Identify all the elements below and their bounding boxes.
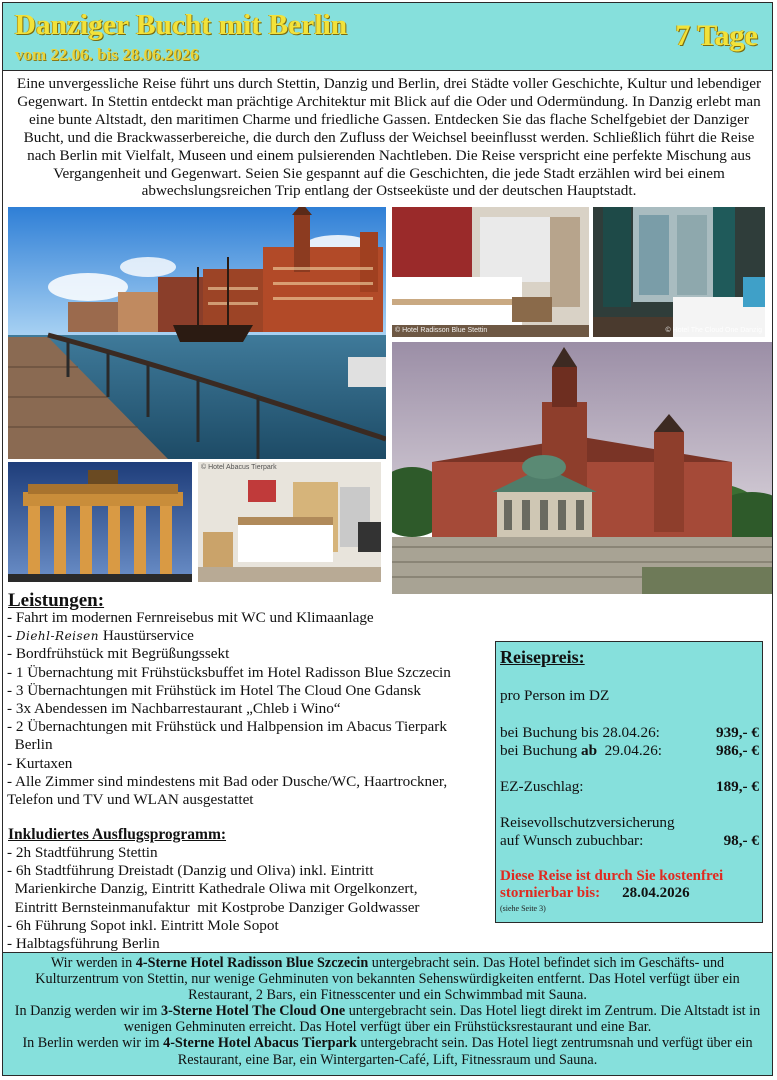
- photo-gdansk-harbour: [8, 207, 386, 459]
- hotel-name-abacus: 4-Sterne Hotel Abacus Tierpark: [163, 1035, 357, 1052]
- photo-brandenburg-gate: [8, 462, 192, 582]
- photo-stettin-terrace: [392, 342, 772, 594]
- cancellation-line1: Diese Reise ist durch Sie kostenfrei: [500, 868, 724, 884]
- list-item: - Halbtagsführung Berlin: [7, 935, 160, 953]
- insurance-label-line1: Reisevollschutzversicherung: [500, 814, 675, 831]
- list-item: - 6h Stadtführung Dreistadt (Danzig und Oliva) inkl. Eintritt: [7, 862, 374, 880]
- list-item: Marienkirche Danzig, Eintritt Kathedrale Oliwa mit Orgelkonzert,: [7, 880, 418, 898]
- cancellation-label: stornierbar bis:: [500, 885, 601, 901]
- price-late-label-post: 29.04.26:: [597, 742, 663, 759]
- list-item: - 1 Übernachtung mit Frühstücksbuffet im Hotel Radisson Blue Szczecin: [7, 663, 451, 681]
- insurance-value: 98,- €: [723, 832, 759, 849]
- photo-credit-cloudone: © Hotel The Cloud One Danzig: [665, 327, 762, 334]
- leistungen-title: Leistungen:: [8, 590, 105, 611]
- trip-dates: vom 22.06. bis 28.06.2026: [15, 45, 199, 64]
- hotel-text: untergebracht sein. Das Hotel liegt zentrumsnah und verfügt über ein Restaurant, eine Bar, ein Wintergarten-Café, Lift, Fitnessraum und Sauna.: [177, 1035, 753, 1068]
- price-early-value: 939,- €: [715, 724, 759, 741]
- hotel-info-box: [3, 952, 772, 1075]
- list-item: - 2 Übernachtungen mit Frühstück und Halbpension im Abacus Tierpark: [7, 718, 447, 736]
- price-late-value: 986,- €: [715, 742, 759, 759]
- list-item: [7, 627, 497, 645]
- cloudone-room-image: [593, 207, 765, 337]
- hotel-info-text: [9, 955, 766, 1068]
- price-late-label-bold: ab: [581, 742, 598, 759]
- abacus-room-image: [198, 462, 381, 582]
- list-item: - Kurtaxen: [7, 754, 73, 772]
- header-banner: [3, 3, 772, 71]
- list-item-text: Haustürservice: [99, 627, 194, 645]
- radisson-room-image: [392, 207, 589, 337]
- trip-title: Danziger Bucht mit Berlin: [15, 9, 348, 41]
- photo-cloudone-room: [593, 207, 765, 337]
- ausflug-list: [7, 844, 497, 953]
- intro-text: Eine unvergessliche Reise führt uns durch Stettin, Danzig und Berlin, drei Städte voller Geschichte, Kultur und lebendiger Gegenwart. In Stettin entdeckt man prächtige Architektur mit Blick auf die Oder und Odermündung. In Danzig erlebt man eine bunte Altstadt, den maritimen Charme und friedliche Gassen. Entdecken Sie das flache Schelfgebiet der Danziger Bucht, und die Brackwasserbereiche, die durch den Zufluss der Weichsel beeinflusst werden. Schließlich führt die Reise nach Berlin mit Vielfalt, Museen und einem pulsierenden Nachtleben. Die Reise verspricht eine perfekte Mischung aus Vergangenheit und Gegenwart. Seien Sie gespannt auf die Geschichten, die jede Stadt erzählen wird bei einem abwechslungsreichen Trip entlang der Ostseeküste und der deutschen Hauptstadt.: [16, 75, 762, 200]
- price-ez-value: 189,- €: [715, 778, 759, 795]
- brandenburg-gate-image: [8, 462, 192, 582]
- list-item: - Alle Zimmer sind mindestens mit Bad oder Dusche/WC, Haartrockner,: [7, 772, 448, 790]
- see-page-note: (siehe Seite 3): [500, 904, 546, 913]
- cancellation-date: 28.04.2026: [622, 885, 690, 901]
- list-item: Berlin: [7, 736, 53, 754]
- list-item: Telefon und TV und WLAN ausgestattet: [7, 791, 254, 809]
- price-late-label-pre: bei Buchung: [500, 742, 581, 759]
- photo-credit-abacus: © Hotel Abacus Tierpark: [201, 464, 277, 471]
- list-item: - 2h Stadtführung Stettin: [7, 844, 158, 861]
- ausflug-title: Inkludiertes Ausflugsprogramm:: [8, 826, 227, 843]
- price-ez-label: EZ-Zuschlag:: [500, 778, 584, 795]
- hotel-name-cloudone: 3-Sterne Hotel The Cloud One: [160, 1003, 346, 1020]
- photo-radisson-room: [392, 207, 589, 337]
- trip-duration: 7 Tage: [675, 19, 758, 52]
- photo-abacus-room: [198, 462, 381, 582]
- list-item: Eintritt Bernsteinmanufaktur mit Kostprobe Danziger Goldwasser: [7, 898, 420, 916]
- list-item: - 3 Übernachtungen mit Frühstück im Hotel The Cloud One Gdansk: [7, 681, 421, 699]
- gdansk-harbour-image: [8, 207, 386, 459]
- hotel-text: In Danzig werden wir im: [14, 1003, 161, 1020]
- list-item: - Fahrt im modernen Fernreisebus mit WC und Klimaanlage: [7, 609, 374, 626]
- list-item-prefix: -: [7, 627, 16, 645]
- hotel-name-radisson: 4-Sterne Hotel Radisson Blue Szczecin: [135, 955, 369, 971]
- photo-credit-radisson: © Hotel Radisson Blue Stettin: [395, 327, 488, 334]
- price-per-person: pro Person im DZ: [500, 687, 610, 704]
- price-late-label: [500, 742, 662, 760]
- hotel-text: untergebracht sein. Das Hotel liegt direkt im Zentrum. Die Altstadt ist in wenigen Gehminuten erreicht. Das Hotel verfügt über ein Frühstücksrestaurant und eine Bar.: [123, 1003, 761, 1036]
- list-item: - 3x Abendessen im Nachbarrestaurant „Chleb i Wino“: [7, 700, 341, 718]
- cancellation-notice: [500, 868, 762, 902]
- list-item: - 6h Führung Sopot inkl. Eintritt Mole Sopot: [7, 916, 279, 934]
- price-box: [495, 641, 763, 923]
- price-early-label: bei Buchung bis 28.04.26:: [500, 724, 660, 741]
- hotel-text: Wir werden in: [50, 955, 136, 971]
- insurance-label-line2: auf Wunsch zubuchbar:: [500, 832, 644, 849]
- cancellation-line2: [500, 885, 762, 902]
- list-item: - Bordfrühstück mit Begrüßungssekt: [7, 645, 230, 663]
- brand-logo-text: Diehl-Reisen: [15, 629, 100, 644]
- leistungen-list: [7, 609, 497, 809]
- price-title: Reisepreis:: [500, 647, 585, 667]
- stettin-terrace-image: [392, 342, 772, 594]
- hotel-text: untergebracht sein. Das Hotel befindet sich im Geschäfts- und Kulturzentrum von Stettin, nur wenige Gehminuten von bekannten Sehenswürdigkeiten entfernt. Das Hotel verfügt über ein Restaurant, 2 Bars, ein Fitnesscenter und ein Schwimmbad mit Sauna.: [35, 955, 740, 1004]
- hotel-text: In Berlin werden wir im: [22, 1035, 164, 1052]
